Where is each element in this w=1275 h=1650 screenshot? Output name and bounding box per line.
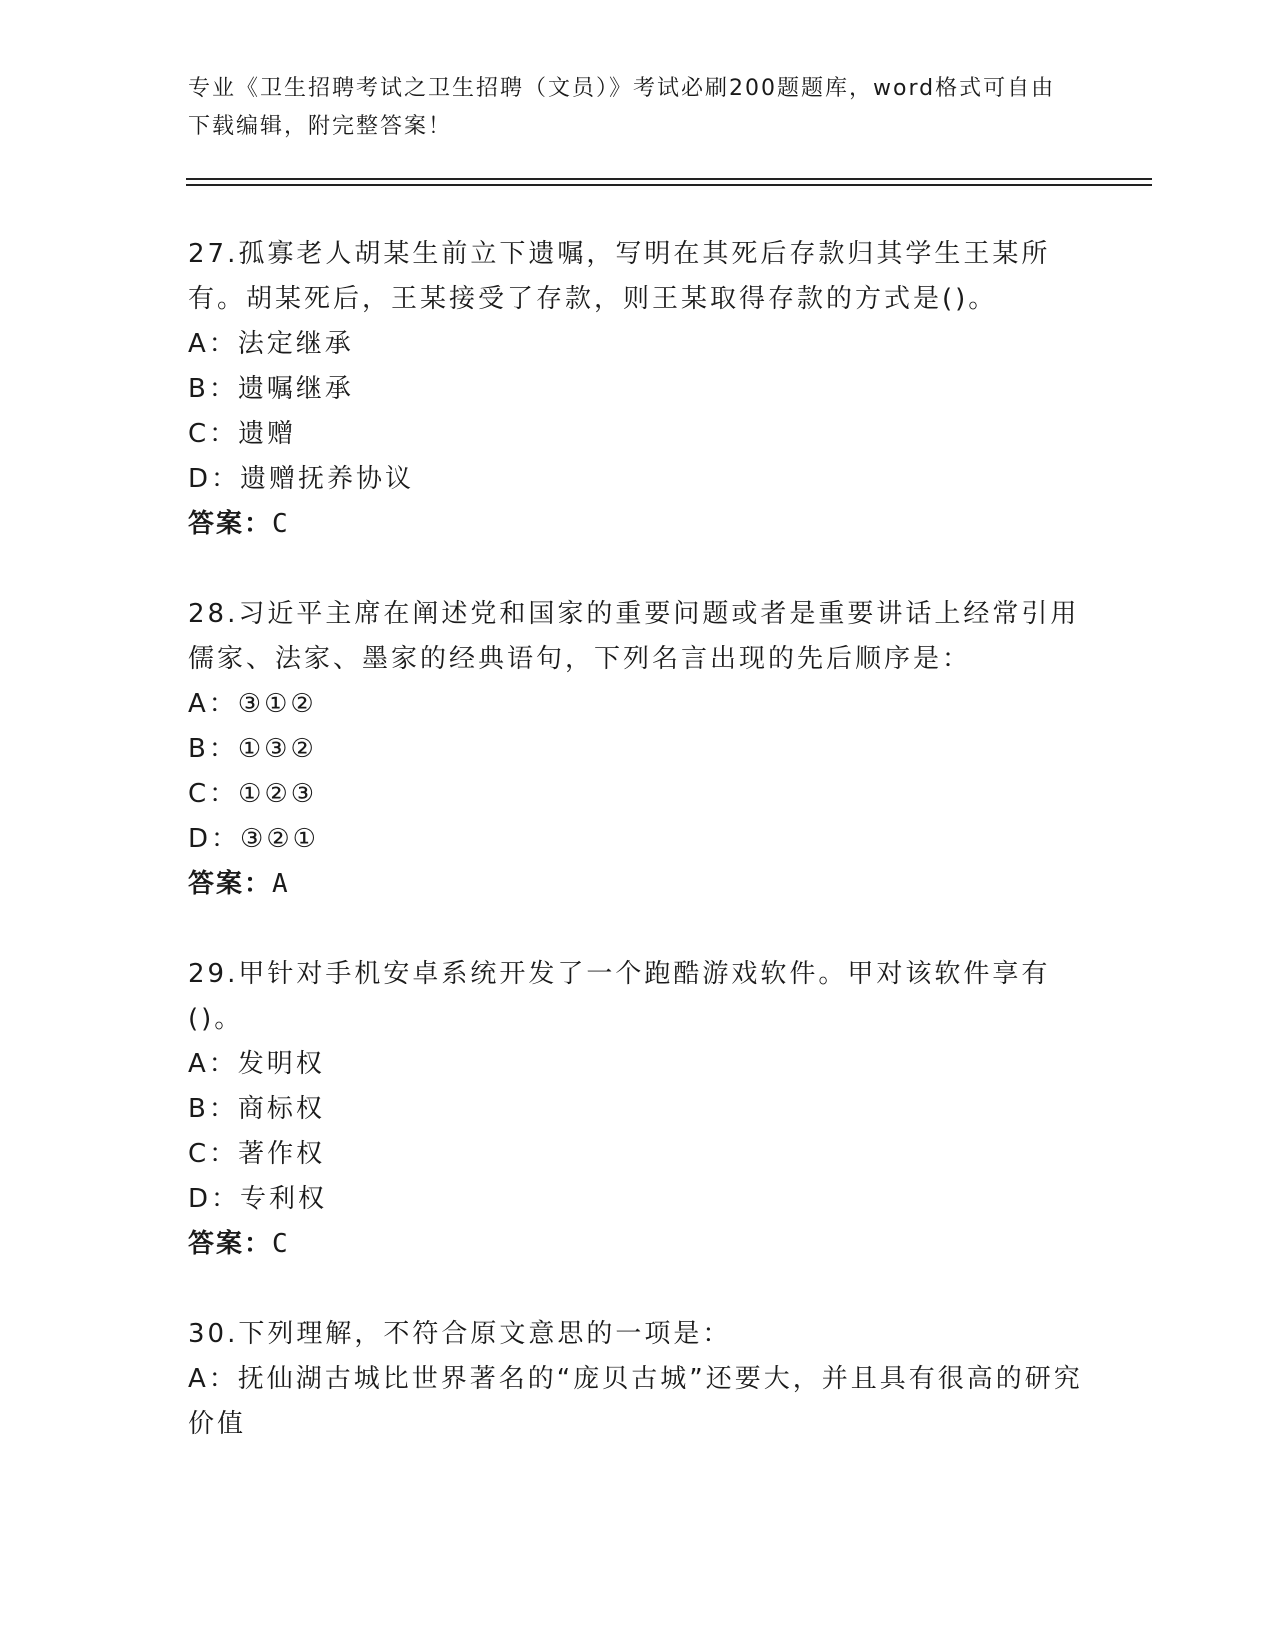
answer-line bbox=[188, 862, 1088, 907]
answer-label: 答案： bbox=[188, 509, 273, 539]
option-d: D：专利权 bbox=[188, 1184, 328, 1214]
answer-line bbox=[188, 1222, 1088, 1267]
option-a: A：③①② bbox=[188, 689, 317, 719]
answer-label: 答案： bbox=[188, 1229, 273, 1259]
question-text: 28.习近平主席在阐述党和国家的重要问题或者是重要讲话上经常引用儒家、法家、墨家的经典语句，下列名言出现的先后顺序是： bbox=[188, 599, 1080, 674]
option-c: C：著作权 bbox=[188, 1139, 326, 1169]
option-c: C：①②③ bbox=[188, 779, 318, 809]
answer-value: C bbox=[272, 1229, 290, 1259]
question-29 bbox=[188, 952, 1088, 1267]
question-27 bbox=[188, 232, 1088, 547]
option-a: A：抚仙湖古城比世界著名的“庞贝古城”还要大，并且具有很高的研究价值 bbox=[188, 1364, 1083, 1439]
question-28 bbox=[188, 592, 1088, 907]
question-30 bbox=[188, 1312, 1088, 1447]
option-a: A：发明权 bbox=[188, 1049, 325, 1079]
answer-value: A bbox=[272, 869, 290, 899]
question-text: 29.甲针对手机安卓系统开发了一个跑酷游戏软件。甲对该软件享有()。 bbox=[188, 959, 1051, 1034]
question-list bbox=[188, 232, 1088, 1492]
option-b: B：商标权 bbox=[188, 1094, 325, 1124]
document-header: 专业《卫生招聘考试之卫生招聘（文员）》考试必刷200题题库，word格式可自由下载编辑，附完整答案！ bbox=[188, 76, 1056, 139]
header-rule-bottom bbox=[186, 184, 1152, 186]
answer-line bbox=[188, 502, 1088, 547]
option-b: B：①③② bbox=[188, 734, 317, 764]
option-d: D：遗赠抚养协议 bbox=[188, 464, 415, 494]
answer-value: C bbox=[272, 509, 290, 539]
header-rule-top bbox=[186, 178, 1152, 180]
option-b: B：遗嘱继承 bbox=[188, 374, 354, 404]
option-a: A：法定继承 bbox=[188, 329, 354, 359]
question-text: 30.下列理解，不符合原文意思的一项是： bbox=[188, 1319, 732, 1349]
question-text: 27.孤寡老人胡某生前立下遗嘱，写明在其死后存款归其学生王某所有。胡某死后，王某接受了存款，则王某取得存款的方式是()。 bbox=[188, 239, 1051, 314]
answer-label: 答案： bbox=[188, 869, 273, 899]
option-c: C：遗赠 bbox=[188, 419, 297, 449]
option-d: D：③②① bbox=[188, 824, 319, 854]
